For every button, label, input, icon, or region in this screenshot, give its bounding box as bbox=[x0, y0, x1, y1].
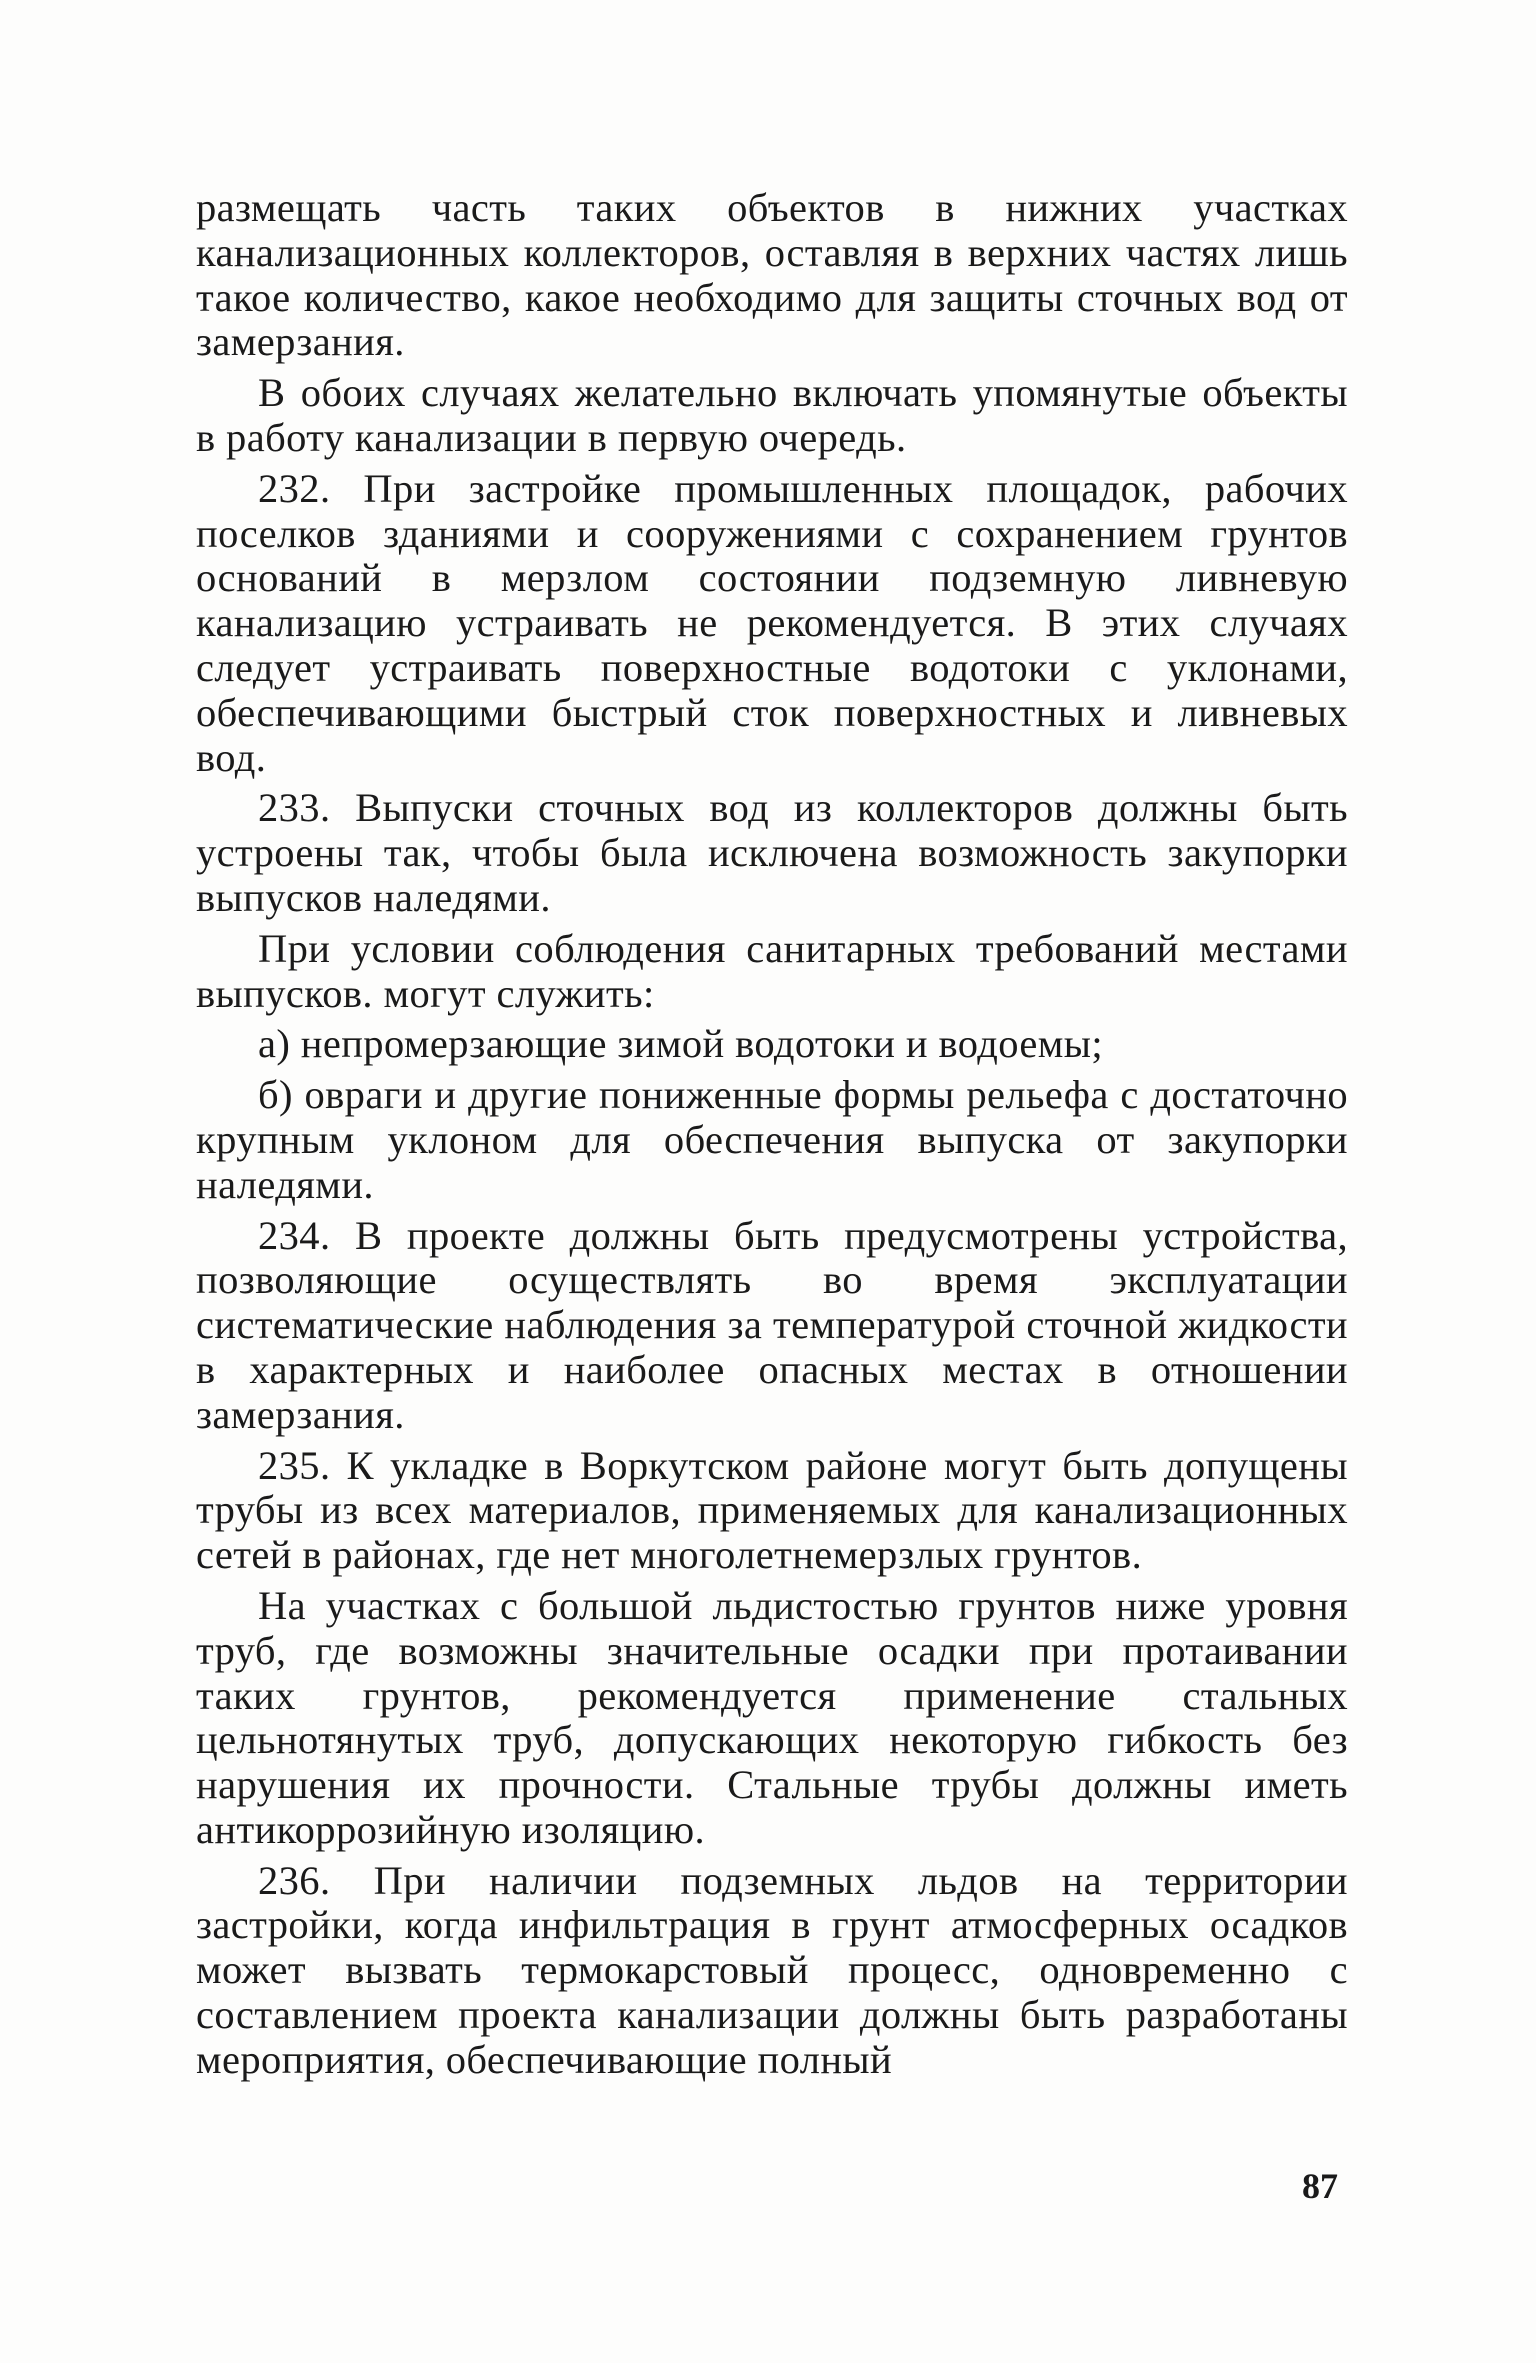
paragraph-section-234: 234. В проекте должны быть предусмотрены устройства, позволяющие осуществлять во время эксплуатации систематические наблюдения за температурой сточной жидкости в характерных и наиболее опасных местах в отношении замерзания. bbox=[196, 1212, 1348, 1437]
list-item-b: б) овраги и другие пониженные формы рельефа с достаточно крупным уклоном для обеспечения выпуска от закупорки наледями. bbox=[196, 1072, 1348, 1207]
list-item-a: а) непромерзающие зимой водотоки и водоемы; bbox=[258, 1021, 1104, 1067]
paragraph-section-233: 233. Выпуски сточных вод из коллекторов должны быть устроены так, чтобы была исключена возможность закупорки выпусков наледями. bbox=[196, 785, 1348, 920]
paragraph-section-235: 235. К укладке в Воркутском районе могут быть допущены трубы из всех материалов, применяемых для канализационных сетей в районах, где нет многолетнемерзлых грунтов. bbox=[196, 1442, 1348, 1578]
page-number: 87 bbox=[1302, 2166, 1338, 2206]
paragraph: На участках с большой льдистостью грунтов ниже уровня труб, где возможны значительные осадки при протаивании таких грунтов, рекомендуется применение стальных цельнотянутых труб, допускающих некоторую гибкость без нарушения их прочности. Стальные трубы должны иметь антикоррозийную изоляцию. bbox=[196, 1582, 1348, 1852]
body-text bbox=[196, 186, 1348, 2083]
paragraph-section-236: 236. При наличии подземных льдов на территории застройки, когда инфильтрация в грунт атмосферных осадков может вызвать термокарстовый процесс, одновременно с составлением проекта канализации должны быть разработаны мероприятия, обеспечивающие полный bbox=[196, 1857, 1348, 2082]
paragraph: размещать часть таких объектов в нижних участках канализационных коллекторов, оставляя в верхних частях лишь такое количество, какое необходимо для защиты сточных вод от замерзания. bbox=[196, 185, 1348, 365]
paragraph: В обоих случаях желательно включать упомянутые объекты в работу канализации в первую очередь. bbox=[196, 370, 1348, 460]
paragraph: При условии соблюдения санитарных требований местами выпусков. могут служить: bbox=[196, 925, 1348, 1016]
paragraph-section-232: 232. При застройке промышленных площадок, рабочих поселков зданиями и сооружениями с сохранением грунтов оснований в мерзлом состоянии подземную ливневую канализацию устраивать не рекомендуется. В этих случаях следует устраивать поверхностные водотоки с уклонами, обеспечивающими быстрый сток поверхностных и ливневых вод. bbox=[196, 465, 1348, 780]
